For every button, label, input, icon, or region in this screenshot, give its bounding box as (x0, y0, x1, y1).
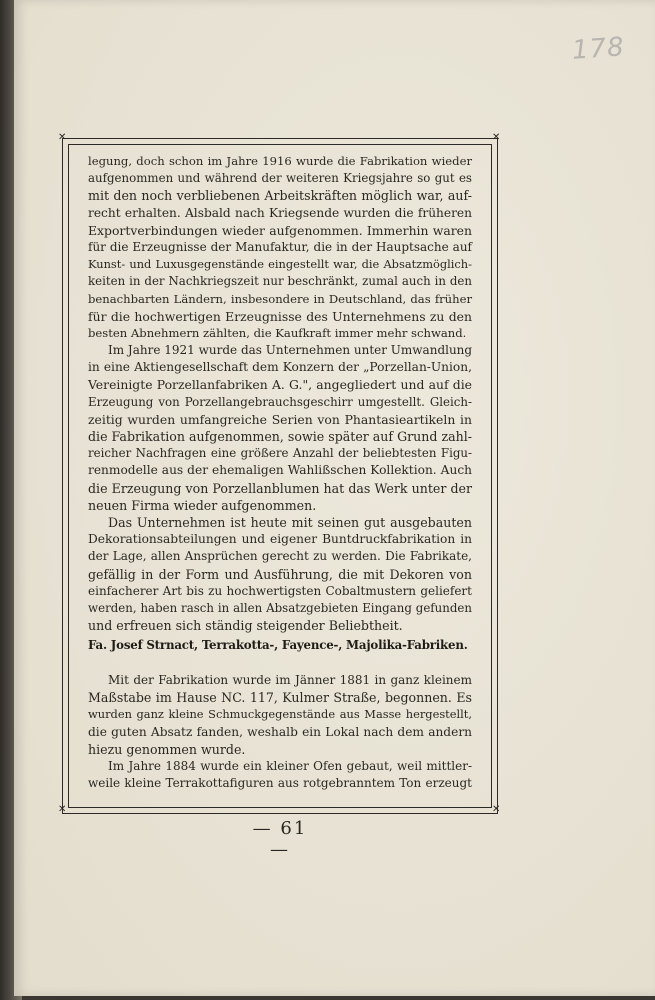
text-line: der Lage, allen Ansprüchen gerecht zu werden. Die Fabrikate, (88, 549, 472, 564)
text-line: legung, doch schon im Jahre 1916 wurde die Fabrikation wieder (88, 154, 472, 168)
text-line: neuen Firma wieder aufgenommen. (88, 497, 317, 513)
handwritten-folio-number: 178 (571, 32, 626, 66)
body-text-upper (88, 153, 472, 634)
frame-corner-ornament: ✕ (58, 804, 67, 815)
frame-corner-ornament: ✕ (58, 132, 67, 143)
text-line: Dekorationsabteilungen und eigener Buntdruckfabrikation in (88, 532, 472, 547)
text-line: reicher Nachfragen eine größere Anzahl der beliebtesten Figu- (88, 446, 472, 461)
text-line: wurden ganz kleine Schmuckgegenstände aus Masse hergestellt, (88, 707, 472, 722)
text-line: Mit der Fabrikation wurde im Jänner 1881 in ganz kleinem (108, 673, 472, 687)
page-number: — 61 — (252, 818, 308, 860)
body-text-lower (88, 672, 472, 792)
text-line: Maßstabe im Hause NC. 117, Kulmer Straße, begonnen. Es (88, 690, 472, 706)
text-line: keiten in der Nachkriegszeit nur beschränkt, zumal auch in den (88, 274, 472, 289)
text-line: Im Jahre 1921 wurde das Unternehmen unter Umwandlung (108, 343, 473, 358)
text-line: für die Erzeugnisse der Manufaktur, die in der Hauptsache auf (88, 239, 472, 254)
text-line: weile kleine Terrakottafiguren aus rotgebranntem Ton erzeugt (88, 776, 472, 791)
frame-corner-ornament: ✕ (492, 132, 501, 143)
text-line: benachbarten Ländern, insbesondere in Deutschland, das früher (88, 291, 472, 306)
text-line: Kunst- und Luxusgegenstände eingestellt war, die Absatzmöglich- (88, 257, 472, 272)
text-line: renmodelle aus der ehemaligen Wahlißschen Kollektion. Auch (88, 463, 472, 478)
text-line: die guten Absatz fanden, weshalb ein Lokal nach dem andern (88, 724, 472, 739)
text-line: einfacherer Art bis zu hochwertigsten Cobaltmustern geliefert (88, 583, 472, 598)
text-line: in eine Aktiengesellschaft dem Konzern der „Porzellan-Union, (88, 360, 472, 375)
frame-corner-ornament: ✕ (492, 804, 501, 815)
text-line: Erzeugung von Porzellangebrauchsgeschirr umgestellt. Gleich- (88, 394, 472, 409)
text-line: zeitig wurden umfangreiche Serien von Phantasieartikeln in (88, 411, 472, 427)
text-line: werden, haben rasch in allen Absatzgebieten Eingang gefunden (88, 600, 472, 615)
text-line: Das Unternehmen ist heute mit seinen gut ausgebauten (108, 514, 472, 530)
text-line: aufgenommen und während der weiteren Kriegsjahre so gut es (88, 171, 472, 186)
text-line: besten Abnehmern zählten, die Kaufkraft immer mehr schwand. (88, 325, 467, 340)
text-line: und erfreuen sich ständig steigender Beliebtheit. (88, 618, 403, 634)
text-line: hiezu genommen wurde. (88, 741, 246, 757)
text-line: die Fabrikation aufgenommen, sowie später auf Grund zahl- (88, 429, 472, 444)
text-line: Vereinigte Porzellanfabriken A. G.", angegliedert und auf die (88, 377, 472, 393)
text-line: gefällig in der Form und Ausführung, die mit Dekoren von (88, 566, 472, 582)
text-line: die Erzeugung von Porzellanblumen hat das Werk unter der (88, 480, 472, 496)
text-line: mit den noch verbliebenen Arbeitskräften möglich war, auf- (88, 188, 472, 204)
section-heading: Fa. Josef Strnact, Terrakotta-, Fayence-, Majolika-Fabriken. (88, 638, 468, 652)
text-line: Im Jahre 1884 wurde ein kleiner Ofen gebaut, weil mittler- (108, 758, 472, 773)
text-line: Exportverbindungen wieder aufgenommen. Immerhin waren (88, 222, 472, 238)
text-line: für die hochwertigen Erzeugnisse des Unternehmens zu den (88, 308, 472, 324)
text-line: recht erhalten. Alsbald nach Kriegsende wurden die früheren (88, 205, 472, 220)
